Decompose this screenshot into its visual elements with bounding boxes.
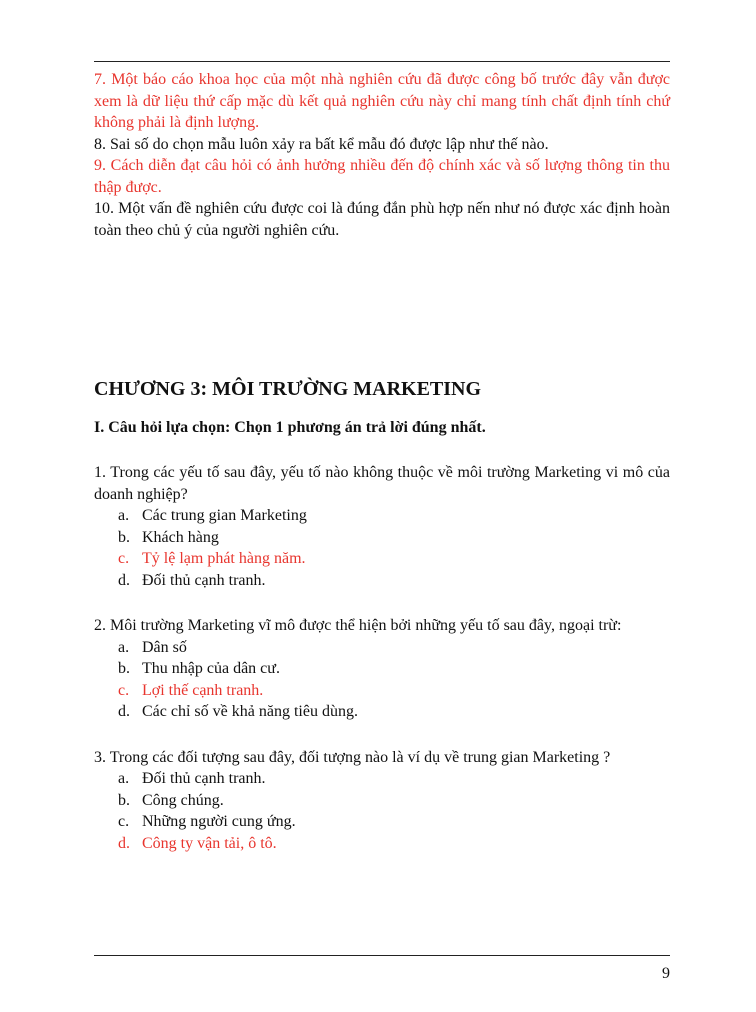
- statement-7: 7. Một báo cáo khoa học của một nhà nghiên cứu đã được công bố trước đây vẫn được xem là dữ liệu thứ cấp mặc dù kết quả nghiên cứu này chỉ mang tính chất định tính chứ không phải là định lượng.: [94, 71, 670, 131]
- option-a: a. Đối thủ cạnh tranh.: [118, 770, 266, 787]
- option-d: d. Đối thủ cạnh tranh.: [118, 571, 266, 589]
- option-list: [94, 505, 670, 591]
- option-a: a. Các trung gian Marketing: [118, 507, 307, 524]
- option-c-correct: c. Tỷ lệ lạm phát hàng năm.: [118, 550, 306, 567]
- question-2: [94, 615, 670, 723]
- header-rule: [94, 61, 670, 62]
- question-stem: 3. Trong các đối tượng sau đây, đối tượng nào là ví dụ về trung gian Marketing ?: [94, 748, 611, 766]
- option-b: b. Thu nhập của dân cư.: [118, 660, 280, 677]
- footer-rule: [94, 955, 670, 956]
- option-c-correct: c. Lợi thế cạnh tranh.: [118, 681, 264, 699]
- option-c: c. Những người cung ứng.: [118, 813, 296, 830]
- question-stem: 1. Trong các yếu tố sau đây, yếu tố nào không thuộc về môi trường Marketing vi mô của doanh nghiệp?: [94, 464, 670, 503]
- option-b: b. Công chúng.: [118, 791, 224, 809]
- section-title: I. Câu hỏi lựa chọn: Chọn 1 phương án trả lời đúng nhất.: [94, 419, 486, 436]
- option-d: d. Các chỉ số về khả năng tiêu dùng.: [118, 703, 358, 720]
- page-content: [94, 69, 670, 854]
- option-list: [94, 768, 670, 854]
- question-stem: 2. Môi trường Marketing vĩ mô được thể hiện bởi những yếu tố sau đây, ngoại trừ:: [94, 617, 622, 634]
- option-b: b. Khách hàng: [118, 528, 219, 546]
- chapter-title: CHƯƠNG 3: MÔI TRƯỜNG MARKETING: [94, 378, 482, 400]
- question-3: [94, 747, 670, 855]
- page-number: 9: [662, 965, 670, 982]
- statement-10: 10. Một vấn đề nghiên cứu được coi là đúng đắn phù hợp nến như nó được xác định hoàn toàn theo chủ ý của người nghiên cứu.: [94, 200, 670, 239]
- prior-statements: [94, 69, 670, 241]
- option-d-correct: d. Công ty vận tải, ô tô.: [118, 834, 277, 852]
- statement-8: 8. Sai số do chọn mẫu luôn xảy ra bất kể mẫu đó được lập như thế nào.: [94, 135, 549, 153]
- option-list: [94, 637, 670, 723]
- statement-9: 9. Cách diễn đạt câu hỏi có ảnh hưởng nhiều đến độ chính xác và số lượng thông tin thu thập được.: [94, 157, 670, 196]
- question-1: [94, 462, 670, 591]
- option-a: a. Dân số: [118, 638, 187, 656]
